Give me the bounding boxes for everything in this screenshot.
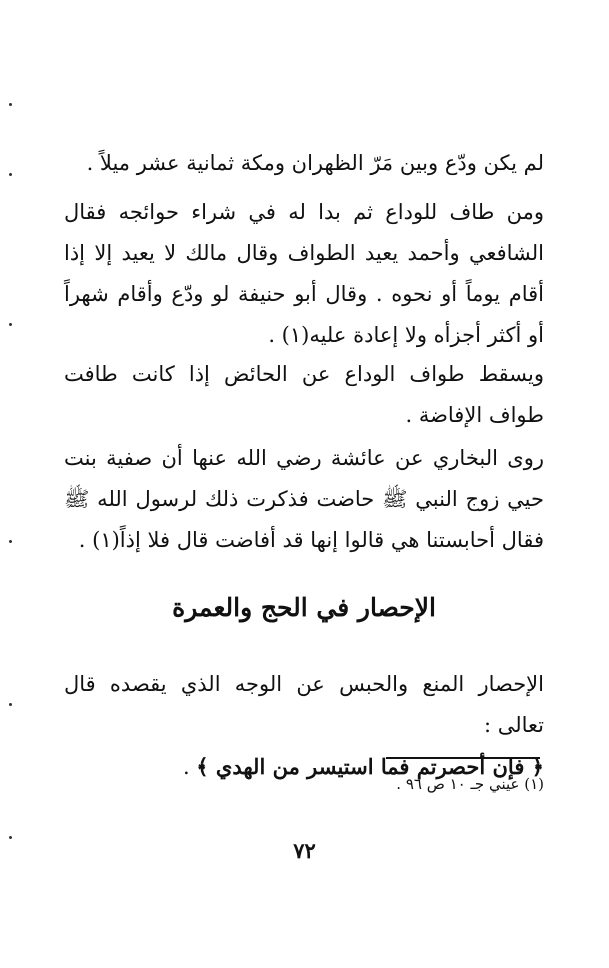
paragraph-4: روى البخاري عن عائشة رضي الله عنها أن صفية بنت حيي زوج النبي ﷺ حاضت فذكرت ذلك لرسول الله ﷺ فقال أحابستنا هي قالوا إنها قد أفاضت قال فلا إذاً(١) . xyxy=(64,446,544,552)
scan-speck xyxy=(9,703,12,706)
quran-verse-end: . xyxy=(182,755,197,779)
definition-paragraph xyxy=(64,664,544,788)
footnote-separator xyxy=(386,757,540,759)
definition-text: الإحصار المنع والحبس عن الوجه الذي يقصده قال تعالى : xyxy=(64,672,544,737)
paragraph-3: ويسقط طواف الوداع عن الحائض إذا كانت طافت طواف الإفاضة . xyxy=(64,362,544,427)
scan-speck xyxy=(9,173,12,176)
scan-speck xyxy=(9,836,12,839)
quran-verse: ﴿ فإن أحصرتم فما استيسر من الهدي ﴾ xyxy=(196,754,544,779)
scan-speck xyxy=(9,540,12,543)
paragraph-2: ومن طاف للوداع ثم بدا له في شراء حوائجه فقال الشافعي وأحمد يعيد الطواف وقال مالك لا يعيد إلا إذا أقام يوماً أو نحوه . وقال أبو حنيفة لو ودّع وأقام شهراً أو أكثر أجزأه ولا إعادة عليه(١) . xyxy=(64,200,544,347)
paragraph-1: لم يكن ودّع وبين مَرّ الظهران ومكة ثمانية عشر ميلاً . xyxy=(86,151,544,175)
scan-speck xyxy=(9,103,12,106)
scan-speck xyxy=(9,323,12,326)
page-number: ٧٢ xyxy=(293,838,316,863)
footnote: (١) عيني جـ ١٠ ص ٩٦ . xyxy=(396,775,544,793)
section-heading: الإحصار في الحج والعمرة xyxy=(172,593,436,622)
